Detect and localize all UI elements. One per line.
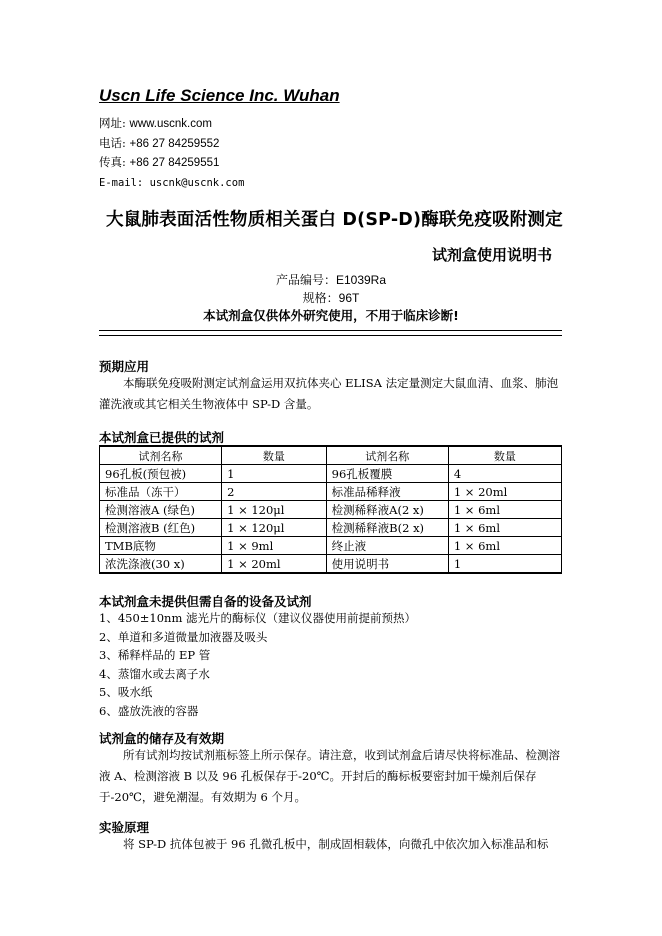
divider-line: [99, 330, 562, 331]
table-cell: 1 × 120μl: [222, 501, 327, 519]
table-cell: 1 × 9ml: [222, 537, 327, 555]
table-row: [100, 537, 562, 555]
column-header: 数量: [222, 446, 327, 465]
section-heading-principle: 实验原理: [99, 820, 150, 835]
contact-email: E-mail: uscnk@uscnk.com: [99, 176, 245, 189]
section-heading-reagents: 本试剂盒已提供的试剂: [99, 430, 225, 445]
column-header: 数量: [448, 446, 561, 465]
column-header: 试剂名称: [100, 446, 222, 465]
table-cell: TMB底物: [100, 537, 222, 555]
principle-text: 将 SP-D 抗体包被于 96 孔微孔板中，制成固相载体，向微孔中依次加入标准品和标: [123, 837, 549, 851]
list-item: 1、450±10nm 滤光片的酶标仪（建议仪器使用前提前预热）: [99, 611, 416, 625]
section-heading-equipment: 本试剂盒未提供但需自备的设备及试剂: [99, 594, 312, 609]
list-item: 5、吸水纸: [99, 685, 153, 700]
contact-block: [99, 114, 244, 192]
table-cell: 4: [448, 465, 561, 483]
document-subtitle: 试剂盒使用说明书: [431, 246, 552, 264]
list-item: 4、蒸馏水或去离子水: [99, 666, 210, 681]
table-row: [100, 483, 562, 501]
contact-phone: 电话: +86 27 84259552: [99, 135, 220, 150]
table-cell: 1 × 20ml: [222, 555, 327, 574]
product-spec: 规格：96T: [302, 291, 360, 305]
table-cell: 1 × 120μl: [222, 519, 327, 537]
table-row: [100, 519, 562, 537]
table-cell: 检测溶液B (红色): [100, 519, 222, 537]
divider-line: [99, 335, 562, 336]
document-title: 大鼠肺表面活性物质相关蛋白 D(SP-D)酶联免疫吸附测定: [106, 210, 563, 230]
contact-fax: 传真: +86 27 84259551: [99, 155, 220, 169]
table-cell: 标准品稀释液: [326, 483, 448, 501]
table-cell: 终止液: [326, 537, 448, 555]
table-cell: 2: [222, 483, 327, 501]
table-cell: 96孔板(预包被): [100, 465, 222, 483]
section-heading-storage: 试剂盒的储存及有效期: [99, 731, 225, 746]
table-cell: 检测稀释液A(2 x): [326, 501, 448, 519]
table-cell: 1 × 6ml: [448, 501, 561, 519]
table-cell: 标准品（冻干）: [100, 483, 222, 501]
table-cell: 1 × 20ml: [448, 483, 561, 501]
column-header: 试剂名称: [326, 446, 448, 465]
table-row: [100, 555, 562, 574]
list-item: 2、单道和多道微量加液器及吸头: [99, 629, 268, 644]
list-item: 3、稀释样品的 EP 管: [99, 648, 211, 663]
table-cell: 1 × 6ml: [448, 519, 561, 537]
table-cell: 检测稀释液B(2 x): [326, 519, 448, 537]
section-heading-intended-use: 预期应用: [99, 359, 150, 374]
table-cell: 检测溶液A (绿色): [100, 501, 222, 519]
table-cell: 1: [448, 555, 561, 574]
product-code: 产品编号：E1039Ra: [275, 273, 387, 287]
table-cell: 浓洗涤液(30 x): [100, 555, 222, 574]
intended-use-text: 本酶联免疫吸附测定试剂盒运用双抗体夹心 ELISA 法定量测定大鼠血清、血浆、肺泡灌洗液或其它相关生物液体中 SP-D 含量。: [99, 376, 559, 411]
storage-text: 所有试剂均按试剂瓶标签上所示保存。请注意，收到试剂盒后请尽快将标准品、检测溶液 A、检测溶液 B 以及 96 孔板保存于-20℃。开封后的酶标板要密封加干燥剂后保存于-20℃，避免潮湿。有效期为 6 个月。: [99, 748, 560, 804]
table-cell: 1 × 6ml: [448, 537, 561, 555]
company-name: Uscn Life Science Inc. Wuhan: [99, 86, 340, 105]
contact-website: 网址: www.uscnk.com: [99, 116, 212, 130]
reagents-table: [99, 445, 562, 574]
table-row: [100, 465, 562, 483]
equipment-list: [99, 609, 416, 721]
table-row: [100, 501, 562, 519]
list-item: 6、盛放洗液的容器: [99, 703, 199, 718]
table-cell: 1: [222, 465, 327, 483]
table-header-row: [100, 446, 562, 465]
table-cell: 96孔板覆膜: [326, 465, 448, 483]
research-use-notice: 本试剂盒仅供体外研究使用，不用于临床诊断!: [203, 308, 459, 323]
table-cell: 使用说明书: [326, 555, 448, 574]
